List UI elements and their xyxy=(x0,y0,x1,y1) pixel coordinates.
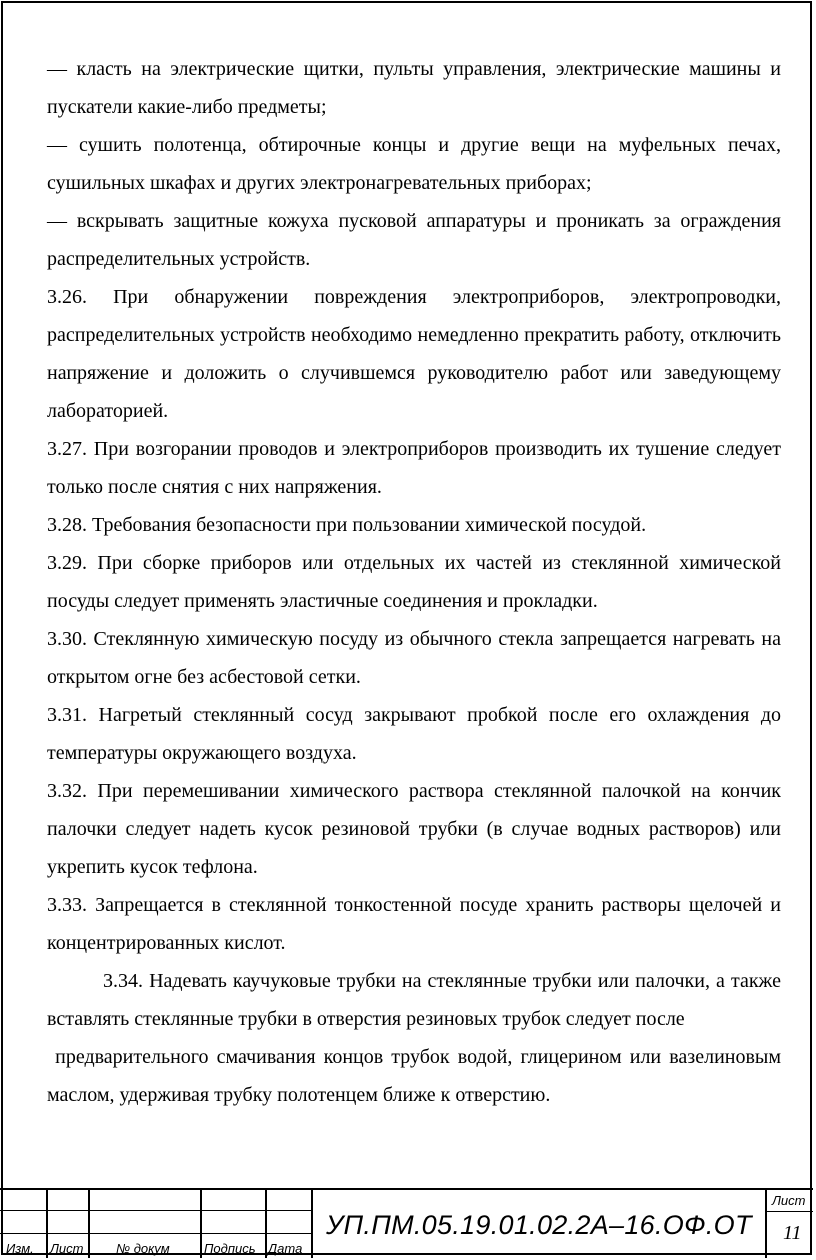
header-data: Дата xyxy=(268,1241,303,1256)
paragraph-3-32: 3.32. При перемешивании химического раствора стеклянной палочкой на кончик палочки следует надеть кусок резиновой трубки (в случае водных растворов) или укрепить кусок тефлона. xyxy=(47,780,781,878)
paragraph-prohibition-towels: — сушить полотенца, обтирочные концы и другие вещи на муфельных печах, сушильных шкафах и других электронагревательных приборах; xyxy=(47,134,781,194)
paragraph-3-34: 3.34. Надевать каучуковые трубки на стеклянные трубки или палочки, а также вставлять стеклянные трубки в отверстия резиновых трубок следует после xyxy=(47,970,781,1030)
sheet-box-divider xyxy=(765,1188,767,1258)
header-izm: Изм. xyxy=(6,1241,34,1256)
paragraph-3-30: 3.30. Стеклянную химическую посуду из обычного стекла запрещается нагревать на открытом огне без асбестовой сетки. xyxy=(47,628,781,688)
grid-col-line xyxy=(265,1188,267,1258)
grid-col-line xyxy=(88,1188,90,1258)
document-body xyxy=(47,50,787,1114)
paragraph-3-28: 3.28. Требования безопасности при пользовании химической посудой. xyxy=(47,514,647,536)
title-block xyxy=(0,1188,813,1258)
document-code: УП.ПМ.05.19.01.02.2А–16.ОФ.ОТ xyxy=(326,1210,752,1240)
paragraph-3-29: 3.29. При сборке приборов или отдельных их частей из стеклянной химической посуды следует применять эластичные соединения и прокладки. xyxy=(47,552,781,612)
paragraph-prohibition-panels: — класть на электрические щитки, пульты управления, электрические машины и пускатели какие-либо предметы; xyxy=(47,58,781,118)
grid-col-line xyxy=(200,1188,202,1258)
header-dokum: № докум xyxy=(116,1241,170,1256)
grid-col-line xyxy=(46,1188,48,1258)
sheet-box-row-line xyxy=(765,1211,813,1212)
paragraph-3-33: 3.33. Запрещается в стеклянной тонкостенной посуде хранить растворы щелочей и концентрированных кислот. xyxy=(47,894,781,954)
sheet-number: 11 xyxy=(783,1222,802,1244)
paragraph-3-31: 3.31. Нагретый стеклянный сосуд закрывают пробкой после его охлаждения до температуры окружающего воздуха. xyxy=(47,704,781,764)
paragraph-3-26: 3.26. При обнаружении повреждения электроприборов, электропроводки, распределительных устройств необходимо немедленно прекратить работу, отключить напряжение и доложить о случившемся руководителю работ или заведующему лабораторией. xyxy=(47,286,781,422)
header-podpis: Подпись xyxy=(204,1241,256,1256)
sheet-label: Лист xyxy=(772,1193,806,1208)
paragraph-3-27: 3.27. При возгорании проводов и электроприборов производить их тушение следует только после снятия с них напряжения. xyxy=(47,438,781,498)
paragraph-prohibition-housings: — вскрывать защитные кожуха пусковой аппаратуры и проникать за ограждения распределительных устройств. xyxy=(47,210,781,270)
paragraph-3-34-continued: предварительного смачивания концов трубок водой, глицерином или вазелиновым маслом, удерживая трубку полотенцем ближе к отверстию. xyxy=(47,1046,787,1106)
header-list: Лист xyxy=(50,1241,84,1256)
revision-grid xyxy=(0,1188,312,1258)
grid-col-line xyxy=(311,1188,313,1258)
